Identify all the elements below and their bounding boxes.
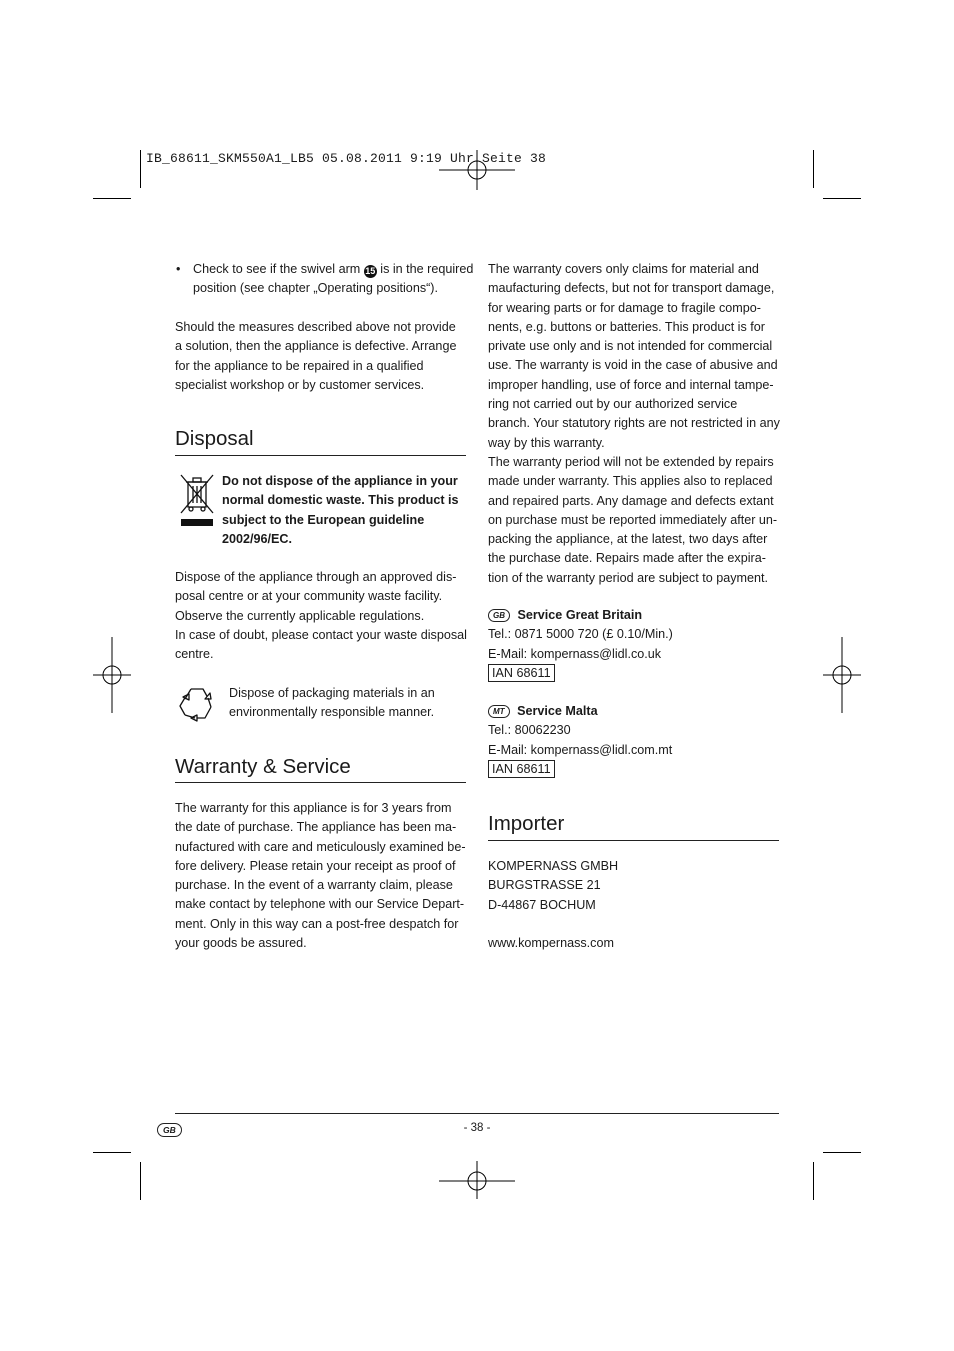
service-gb-title: Service Great Britain [517,608,643,622]
importer-heading-rule [488,840,779,841]
service-mt-email[interactable]: E-Mail: kompernass@lidl.com.mt [488,742,673,757]
page-number: - 38 - [463,1122,491,1134]
service-malta [488,702,672,779]
service-gb-phone: Tel.: 0871 5000 720 (£ 0.10/Min.) [488,627,673,642]
gb-country-badge: GB [488,609,510,622]
intro-paragraph: Should the measures described above not provide a solution, then the appliance is defective. Arrange for the appliance to be repaired in a qualified specialist workshop or by customer services. [175,320,457,392]
bullet-text-line2: position (see chapter „Operating positions“). [193,281,439,296]
importer-website[interactable]: www.kompernass.com [488,936,614,950]
service-gb-email[interactable]: E-Mail: kompernass@lidl.co.uk [488,646,662,661]
disposal-paragraph: Dispose of the appliance through an approved dis- posal centre or at your community waste facility. Observe the currently applicable regulations. In case of doubt, please contact your waste disposal centre. [175,570,467,662]
bullet-dot: • [176,262,181,276]
disposal-heading-rule [175,455,466,456]
mt-country-badge: MT [488,705,510,718]
service-mt-ian: IAN 68611 [488,760,555,778]
swivel-arm-reference: 15 [365,266,376,276]
packaging-paragraph: Dispose of packaging materials in an environmentally responsible manner. [229,686,435,720]
service-great-britain [488,606,673,683]
warranty-heading: Warranty & Service [175,755,351,778]
service-mt-title: Service Malta [517,704,598,718]
warranty-heading-rule [175,782,466,783]
bullet-point [176,260,473,299]
disposal-heading: Disposal [175,427,254,450]
recycling-icon [177,685,217,723]
warranty-paragraph: The warranty for this appliance is for 3 years from the date of purchase. The appliance has been ma- nufactured with care and meticulously examined be- fore delivery. Please retain your receipt as proof of purchase. In the event of a warranty claim, please make contact by telephone with our Service Depart- ment. Only in this way can a post-free despatch for your goods be assured. [175,801,466,951]
footer-rule [175,1113,779,1114]
importer-heading: Importer [488,812,565,835]
service-gb-ian: IAN 68611 [488,664,555,682]
importer-address: KOMPERNASS GMBH BURGSTRASSE 21 D-44867 BOCHUM [488,859,619,912]
disposal-warning: Do not dispose of the appliance in your normal domestic waste. This product is subject to the European guideline 2002/96/EC. [222,474,459,546]
bullet-text-start: Check to see if the swivel arm [193,262,361,276]
crossed-bin-icon [179,473,215,527]
bullet-text-end: is in the required [380,262,474,276]
service-mt-phone: Tel.: 80062230 [488,723,571,738]
printer-slug: IB_68611_SKM550A1_LB5 05.08.2011 9:19 Uhr Seite 38 [146,151,547,166]
footer-country-badge: GB [157,1121,182,1139]
warranty-coverage-paragraph: The warranty covers only claims for material and maufacturing defects, but not for transport damage, for wearing parts or for damage to fragile compo- nents, e.g. buttons or batteries. This product is for private use only and is not intended for commercial use. The warranty is void in the case of abusive and improper handling, use of force and internal tampe- ring not carried out by our authorized service branch. Your statutory rights are not restricted in any way by this warranty. The warranty period will not be extended by repairs made under warranty. This applies also to replaced and repaired parts. Any damage and defects extant on purchase must be reported immediately after un- packing the appliance, at the latest, two days after the purchase date. Repairs made after the expira- tion of the warranty period are subject to payment. [488,262,780,585]
